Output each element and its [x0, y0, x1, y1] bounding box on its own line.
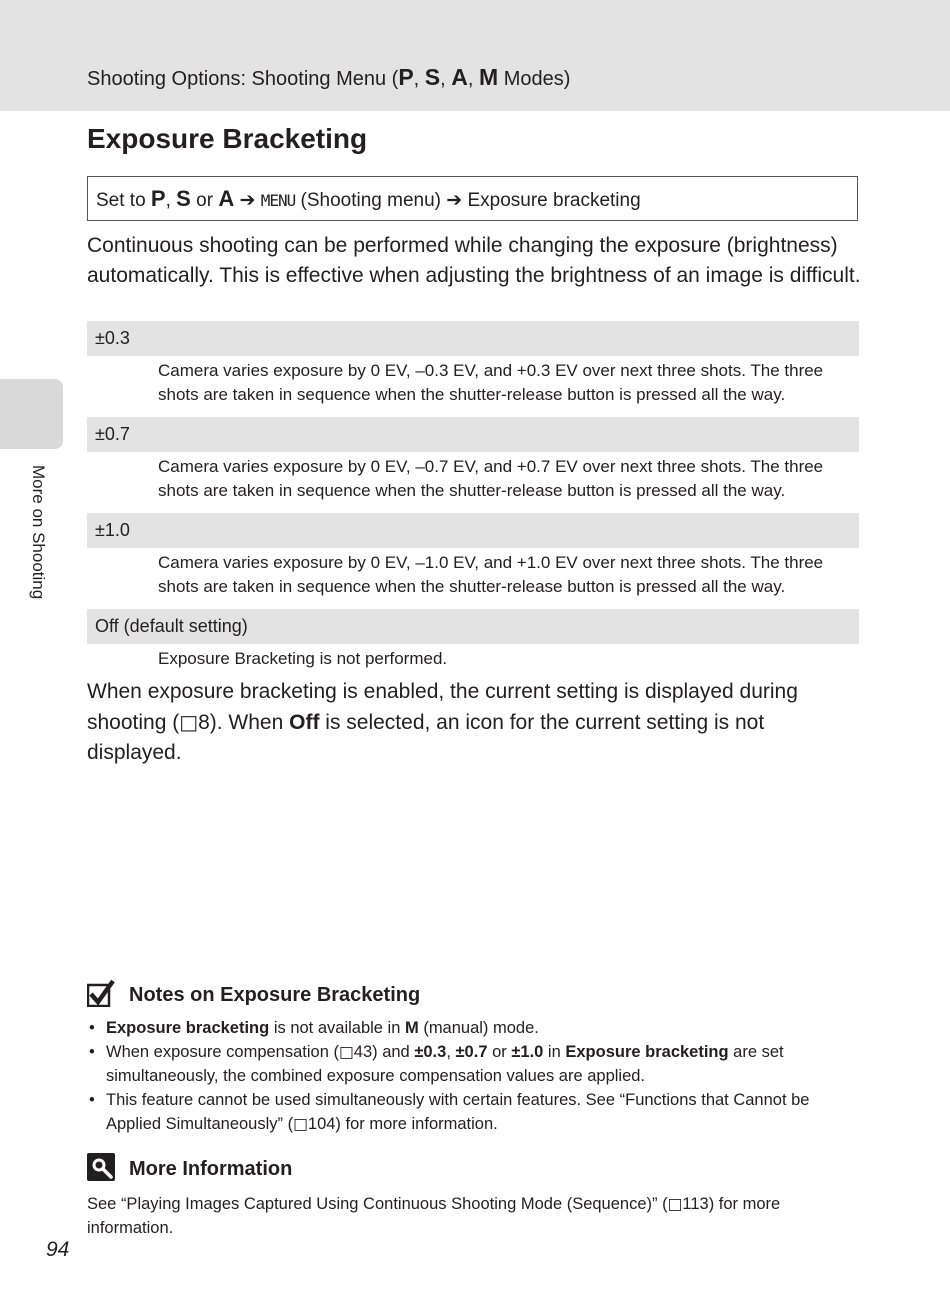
note-bold: ±0.3: [414, 1043, 447, 1061]
mode-p-icon: P: [398, 64, 414, 90]
page-title: Exposure Bracketing: [87, 123, 368, 154]
option-label: Off (default setting): [87, 609, 859, 644]
path-sep: ,: [165, 190, 177, 211]
chapter-tab: [0, 379, 63, 449]
option-description-line: Camera varies exposure by 0 EV, –0.3 EV, and +0.3 EV over next three shots. The three: [158, 361, 824, 380]
path-or: or: [190, 190, 219, 211]
running-header: [87, 64, 570, 91]
page-ref-number: 113: [682, 1195, 709, 1213]
page-ref-icon: □: [293, 1114, 308, 1133]
arrow-right-icon: ➔: [446, 190, 468, 211]
outro-text: shooting (: [87, 711, 180, 734]
option-description: [87, 644, 859, 677]
option-description: [87, 356, 859, 417]
page-ref-icon: □: [667, 1194, 683, 1213]
header-sep: ,: [467, 68, 479, 90]
more-info-heading-text: More Information: [129, 1158, 293, 1180]
note-text: Applied Simultaneously” (: [106, 1115, 294, 1133]
mode-p-icon: P: [150, 186, 166, 211]
page-ref-icon: □: [179, 710, 199, 734]
note-bold: ±0.7: [455, 1043, 488, 1061]
menu-path-box: [87, 176, 858, 221]
path-menu-text: (Shooting menu): [295, 190, 447, 211]
note-bold: ±1.0: [511, 1043, 544, 1061]
intro-line: automatically. This is effective when adjusting the brightness of an image is difficult.: [87, 264, 861, 287]
list-item: [87, 1088, 877, 1136]
header-suffix: Modes): [498, 68, 571, 90]
notes-list: [87, 1016, 877, 1136]
option-label: ±0.7: [87, 417, 859, 452]
note-text: (manual) mode.: [418, 1019, 539, 1037]
option-description: [87, 452, 859, 513]
mode-m-icon: M: [404, 1019, 419, 1037]
header-band: [0, 0, 950, 111]
note-text: or: [487, 1043, 512, 1061]
outro-line: displayed.: [87, 741, 182, 764]
note-text: When exposure compensation (: [106, 1043, 339, 1061]
chapter-tab-label: More on Shooting: [29, 465, 48, 600]
outro-text: 8). When: [198, 711, 290, 734]
header-sep: ,: [413, 68, 425, 90]
more-info-text: [87, 1192, 867, 1240]
note-bold: Exposure bracketing: [565, 1043, 729, 1061]
note-text: • This feature cannot be used simultaneously with certain features. See “Functions that Cannot be: [106, 1091, 810, 1109]
note-bold: Exposure bracketing: [106, 1019, 270, 1037]
mode-s-icon: S: [424, 64, 441, 90]
more-info-line: See “Playing Images Captured Using Continuous Shooting Mode (Sequence)” (: [87, 1195, 668, 1213]
note-text: ) and: [372, 1043, 415, 1061]
option-description: [87, 548, 859, 609]
off-setting-name: Off: [289, 711, 320, 734]
option-description-line: shots are taken in sequence when the shutter-release button is pressed all the way.: [158, 577, 786, 596]
note-text: in: [543, 1043, 566, 1061]
note-text: is not available in: [269, 1019, 405, 1037]
note-text: are set: [728, 1043, 784, 1061]
intro-paragraph: [87, 231, 867, 291]
note-text: simultaneously, the combined exposure compensation values are applied.: [106, 1067, 646, 1085]
option-description-line: Exposure Bracketing is not performed.: [158, 649, 448, 668]
option-description-line: shots are taken in sequence when the shutter-release button is pressed all the way.: [158, 385, 786, 404]
outro-paragraph: [87, 677, 867, 768]
option-description-line: Camera varies exposure by 0 EV, –0.7 EV, and +0.7 EV over next three shots. The three: [158, 457, 824, 476]
more-info-line: ) for more: [708, 1195, 781, 1213]
path-prefix: Set to: [96, 190, 151, 211]
option-label: ±0.3: [87, 321, 859, 356]
note-text: ,: [446, 1043, 456, 1061]
page-ref-icon: □: [338, 1042, 354, 1061]
mode-m-icon: M: [479, 64, 499, 90]
option-label: ±1.0: [87, 513, 859, 548]
mode-a-icon: A: [451, 64, 468, 90]
list-item: [87, 1016, 877, 1040]
more-info-line: information.: [87, 1219, 174, 1237]
page-ref-number: 43: [353, 1043, 373, 1061]
magnifier-info-icon: [87, 1153, 115, 1181]
notes-heading-text: Notes on Exposure Bracketing: [129, 984, 421, 1006]
arrow-right-icon: ➔: [234, 190, 261, 211]
page-number: 94: [46, 1238, 70, 1261]
menu-button-icon: MENU: [260, 191, 296, 210]
notes-heading: [87, 979, 420, 1007]
more-info-heading: [87, 1153, 292, 1181]
path-item: Exposure bracketing: [467, 190, 641, 211]
options-table: [87, 321, 859, 677]
outro-line: [87, 707, 867, 738]
outro-line: When exposure bracketing is enabled, the current setting is displayed during: [87, 680, 798, 703]
mode-a-icon: A: [218, 186, 235, 211]
intro-line: Continuous shooting can be performed while changing the exposure (brightness): [87, 234, 838, 257]
list-item: [87, 1040, 877, 1088]
header-sep: ,: [440, 68, 452, 90]
option-description-line: shots are taken in sequence when the shutter-release button is pressed all the way.: [158, 481, 786, 500]
mode-s-icon: S: [176, 186, 191, 211]
outro-text: is selected, an icon for the current setting is not: [319, 711, 765, 734]
check-mark-icon: [87, 979, 115, 1007]
header-prefix: Shooting Options: Shooting Menu (: [87, 68, 399, 90]
option-description-line: Camera varies exposure by 0 EV, –1.0 EV, and +1.0 EV over next three shots. The three: [158, 553, 824, 572]
note-text: ) for more information.: [335, 1115, 498, 1133]
page-ref-number: 104: [307, 1115, 336, 1133]
